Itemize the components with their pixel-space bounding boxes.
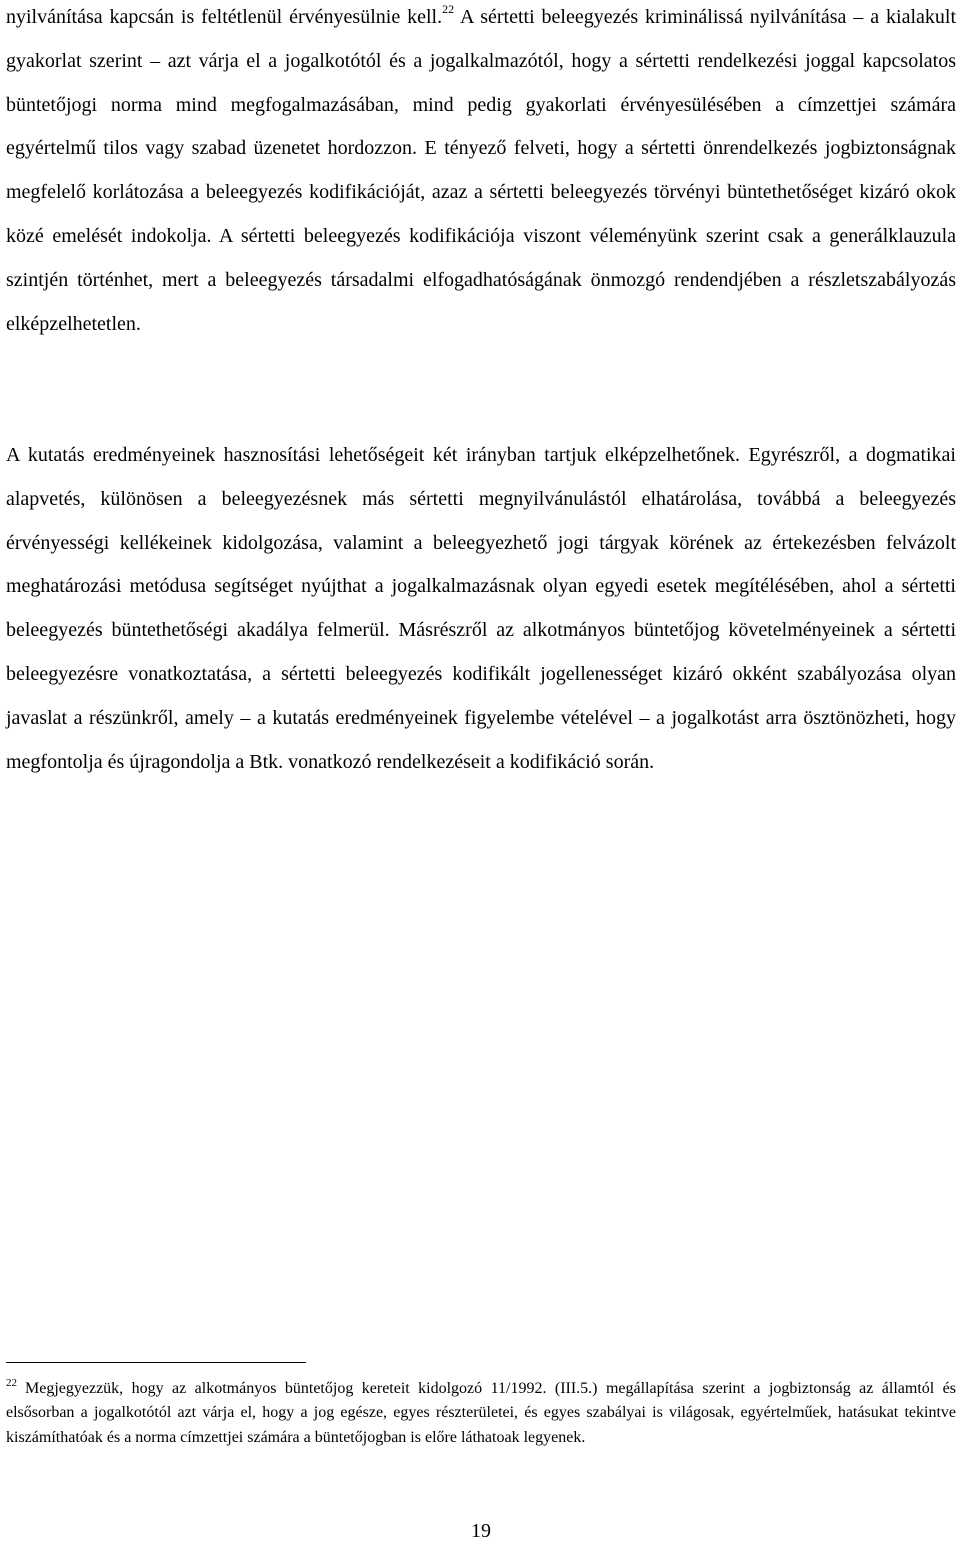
body-paragraph-2: A kutatás eredményeinek hasznosítási lehetőségeit két irányban tartjuk elképzelhetőnek. Egyrészről, a dogmatikai alapvetés, különösen a beleegyezésnek más sértetti megnyilvánulástól elhatárolása, továbbá a beleegyezés érvényességi kellékeinek kidolgozása, valamint a beleegyezhető jogi tárgyak körének az értekezésben felvázolt meghatározási metódusa segítséget nyújthat a jogalkalmazásnak olyan egyedi esetek megítélésében, ahol a sértetti beleegyezés büntethetőségi akadálya felmerül. Másrészről az alkotmányos büntetőjog követelményeinek a sértetti beleegyezésre vonatkoztatása, a sértetti beleegyezés kodifikált jogellenességet kizáró okként szabályozása olyan javaslat a részünkről, amely – a kutatás eredményeinek figyelembe vételével – a jogalkotást arra ösztönözheti, hogy megfontolja és újragondolja a Btk. vonatkozó rendelkezéseit a kodifikáció során.	[6, 444, 956, 773]
paragraph-1-text-before-ref: nyilvánítása kapcsán is feltétlenül érvényesülnie kell.	[6, 6, 443, 28]
footnote	[6, 1377, 956, 1450]
footnote-separator	[6, 1362, 306, 1363]
page-number: 19	[471, 1520, 491, 1542]
paragraph-1-text-after-ref: A sértetti beleegyezés kriminálissá nyilvánítása – a kialakult gyakorlat szerint – azt várja el a jogalkotótól és a jogalkalmazótól, hogy a sértetti rendelkezési joggal kapcsolatos büntetőjogi norma mind megfogalmazásában, mind pedig gyakorlati érvényesülésében a címzettjei számára egyértelmű tilos vagy szabad üzenetet hordozzon. E tényező felveti, hogy a sértetti önrendelkezés jogbiztonságnak megfelelő korlátozása a beleegyezés kodifikációját, azaz a sértetti beleegyezés törvényi büntethetőséget kizáró okok közé emelését indokolja. A sértetti beleegyezés kodifikációja viszont véleményünk szerint csak a generálklauzula szintjén történhet, mert a beleegyezés társadalmi elfogadhatóságának önmozgó rendendjében a részletszabályozás elképzelhetetlen.	[6, 6, 956, 335]
footnote-reference[interactable]: 22	[442, 2, 455, 16]
body-paragraph-1	[6, 0, 956, 346]
footnote-number: 22	[6, 1377, 17, 1389]
footnote-text: Megjegyezzük, hogy az alkotmányos büntetőjog kereteit kidolgozó 11/1992. (III.5.) megállapítása szerint a jogbiztonság az államtól és elsősorban a jogalkotótól azt várja el, hogy a jog egésze, egyes részterületei, és egyes szabályai is világosak, egyértelműek, hatásukat tekintve kiszámíthatóak és a norma címzettjei számára a büntetőjogban is előre láthatoak legyenek.	[6, 1380, 956, 1446]
document-page	[6, 0, 956, 1545]
